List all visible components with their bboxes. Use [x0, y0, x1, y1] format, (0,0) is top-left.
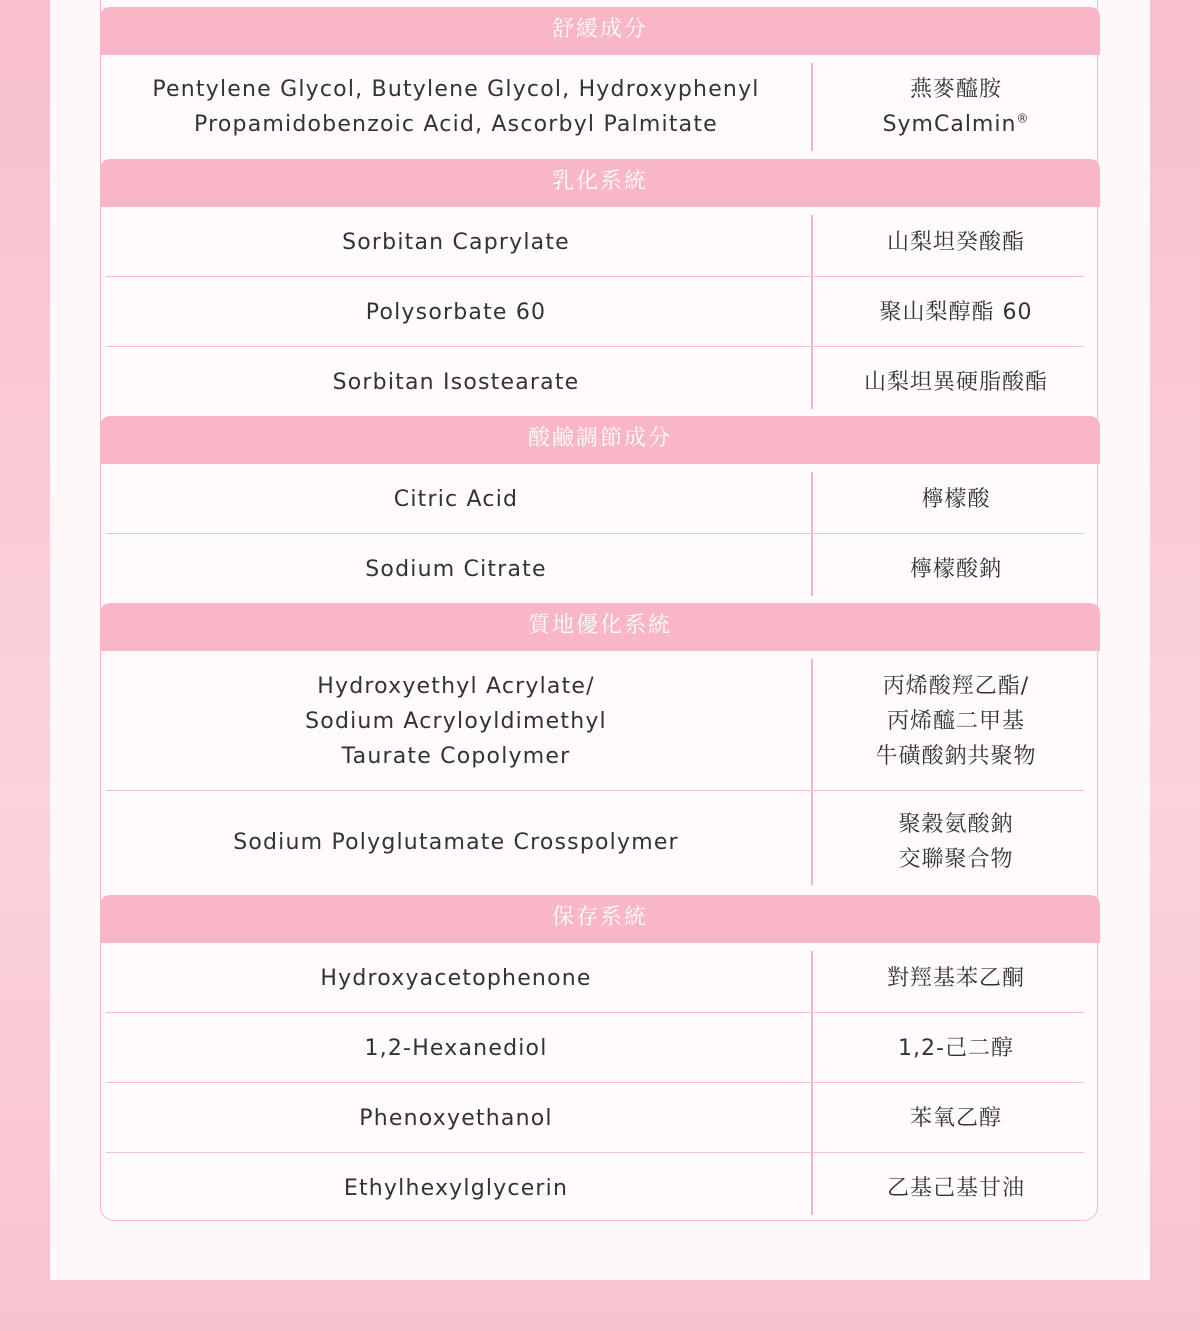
ingredient-en: Sorbitan Caprylate	[342, 229, 570, 255]
table-row	[100, 347, 1100, 417]
section-ph-adjuster	[100, 416, 1100, 604]
section-header: 乳化系統	[100, 159, 1100, 207]
ingredient-zh: 乙基己基甘油	[886, 1175, 1025, 1201]
ingredient-zh: 苯氧乙醇	[909, 1105, 1002, 1131]
ingredient-en: Sorbitan Isostearate	[332, 369, 580, 395]
section-texture	[100, 603, 1100, 893]
ingredient-zh	[812, 55, 1100, 159]
ingredient-en: Sodium Citrate	[365, 556, 547, 582]
ingredient-zh: 山梨坦癸酸酯	[886, 229, 1025, 255]
section-emulsifier	[100, 159, 1100, 417]
table-row	[100, 207, 1100, 277]
ingredient-zh: 山梨坦異硬脂酸酯	[863, 369, 1048, 395]
table-row	[100, 464, 1100, 534]
ingredient-zh-line: 交聯聚合物	[898, 847, 1014, 872]
ingredient-en	[100, 651, 812, 791]
ingredient-en: Citric Acid	[393, 486, 519, 512]
ingredient-zh: 檸檬酸	[921, 486, 991, 512]
ingredient-en: Ethylhexylglycerin	[343, 1175, 569, 1201]
ingredient-zh	[812, 791, 1100, 893]
ingredient-en: Hydroxyacetophenone	[320, 965, 592, 991]
registered-mark: ®	[1016, 111, 1030, 126]
section-header: 酸鹼調節成分	[100, 416, 1100, 464]
ingredient-en	[100, 55, 812, 159]
ingredient-en-line: Propamidobenzoic Acid, Ascorbyl Palmitate	[194, 112, 718, 137]
table-row	[100, 277, 1100, 347]
ingredient-en-line: Taurate Copolymer	[341, 743, 571, 769]
ingredient-en: Sodium Polyglutamate Crosspolymer	[233, 829, 679, 855]
section-header: 舒緩成分	[100, 7, 1100, 55]
table-row	[100, 651, 1100, 791]
ingredient-zh: 檸檬酸鈉	[909, 556, 1002, 582]
ingredient-zh: 1,2-己二醇	[898, 1035, 1014, 1061]
table-row	[100, 791, 1100, 893]
ingredient-zh-line: 燕麥醯胺	[909, 77, 1002, 102]
table-row	[100, 534, 1100, 604]
section-header: 保存系統	[100, 895, 1100, 943]
ingredient-en-line: Sodium Acryloyldimethyl	[305, 708, 607, 734]
ingredient-en-line: Hydroxyethyl Acrylate/	[317, 673, 595, 699]
section-header: 質地優化系統	[100, 603, 1100, 651]
ingredient-en: Phenoxyethanol	[359, 1105, 553, 1131]
ingredient-zh-line: 牛磺酸鈉共聚物	[875, 743, 1037, 769]
ingredient-en-line: Pentylene Glycol, Butylene Glycol, Hydroxyphenyl	[152, 77, 760, 102]
ingredient-zh-line: SymCalmin	[882, 112, 1017, 137]
section-preservative	[100, 895, 1100, 1223]
ingredient-table	[100, 0, 1098, 1221]
table-row	[100, 1083, 1100, 1153]
table-row	[100, 1153, 1100, 1223]
table-row	[100, 943, 1100, 1013]
table-row	[100, 55, 1100, 159]
ingredient-zh-line: 丙烯醯二甲基	[886, 708, 1025, 734]
ingredient-zh-line: 丙烯酸羥乙酯/	[882, 673, 1030, 699]
ingredient-zh: 聚山梨醇酯 60	[879, 299, 1033, 325]
table-row	[100, 1013, 1100, 1083]
ingredient-zh: 對羥基苯乙酮	[886, 965, 1025, 991]
ingredient-en: 1,2-Hexanediol	[364, 1035, 548, 1061]
ingredient-zh	[812, 651, 1100, 791]
ingredient-zh-line: 聚穀氨酸鈉	[898, 812, 1014, 837]
section-soothing	[100, 7, 1100, 159]
ingredient-en: Polysorbate 60	[365, 299, 547, 325]
